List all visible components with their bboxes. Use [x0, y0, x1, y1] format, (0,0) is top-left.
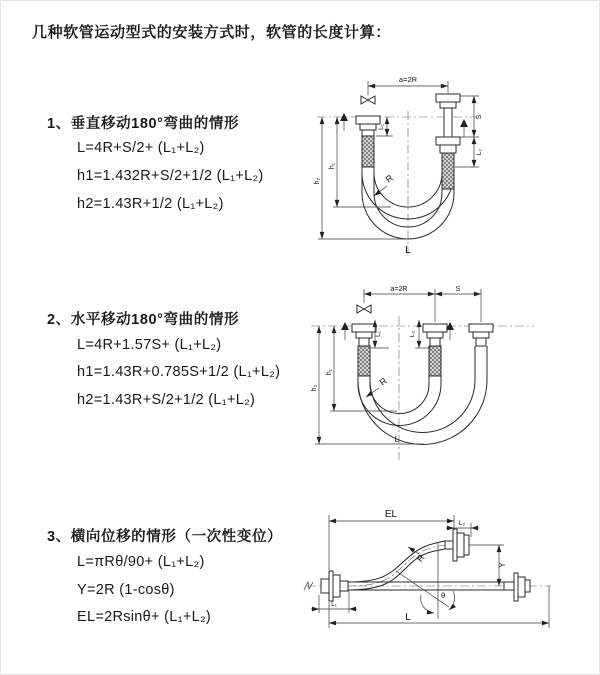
- section-3-formula-EL: EL=2Rsinθ+ (L₁+L₂): [77, 609, 212, 625]
- dim-label-r: R: [414, 552, 427, 564]
- page-title: 几种软管运动型式的安装方式时，软管的长度计算：: [32, 24, 391, 41]
- left-pipe-fitting: [352, 324, 376, 376]
- dim-label-l2: L₂: [476, 148, 483, 156]
- diagram-horizontal-180-bend: [309, 284, 599, 464]
- right-pipe-fitting: [436, 94, 460, 189]
- section-3-formula-L: L=πRθ/90+ (L₁+L₂): [77, 554, 205, 570]
- section-2-heading: 2、水平移动180°弯曲的情形: [47, 312, 240, 328]
- section-1-formula-h1: h1=1.432R+S/2+1/2 (L₁+L₂): [77, 168, 264, 184]
- section-2-formula-L: L=4R+1.57S+ (L₁+L₂): [77, 337, 222, 353]
- dim-label-h2: h₂: [314, 177, 321, 185]
- valve-icon: [361, 96, 375, 104]
- section-1-heading: 1、垂直移动180°弯曲的情形: [47, 116, 240, 132]
- dim-label-l2: L₂: [409, 330, 416, 338]
- dim-label-l1: L₁: [375, 331, 382, 337]
- valve-icon: [357, 305, 371, 313]
- dim-label-l1: L₁: [331, 601, 337, 608]
- upper-right-flange-fitting: [445, 529, 469, 561]
- section-1-formula-L: L=4R+S/2+ (L₁+L₂): [77, 140, 205, 156]
- lower-right-flange-fitting: [504, 573, 530, 601]
- dim-label-h1: h₁: [329, 162, 336, 170]
- section-2-formula-h2: h2=1.43R+S/2+1/2 (L₁+L₂): [77, 392, 256, 408]
- diagram-vertical-180-bend: [311, 69, 591, 259]
- dimensions: [311, 515, 549, 628]
- middle-pipe-fitting: [423, 324, 447, 376]
- left-flange-fitting: [321, 571, 348, 601]
- right-pipe-fitting: [469, 324, 493, 346]
- angle-construction: [396, 543, 455, 619]
- section-2-formula-h1: h1=1.43R+0.785S+1/2 (L₁+L₂): [77, 364, 281, 380]
- dim-label-h2: h₂: [311, 384, 318, 392]
- dim-label-a2r: a=2R: [390, 286, 408, 293]
- diagram-lateral-displacement: [299, 503, 599, 663]
- dim-label-l: L: [405, 612, 411, 623]
- angle-label-theta: θ: [441, 591, 446, 600]
- dim-label-h1: h₁: [326, 368, 333, 376]
- left-pipe-fitting: [356, 116, 380, 167]
- hose-u-bends: [358, 346, 487, 444]
- dim-label-s: S: [476, 114, 483, 120]
- dim-label-r: R: [383, 172, 395, 185]
- dim-label-l2: L₂: [458, 520, 466, 527]
- section-1-formula-h2: h2=1.43R+1/2 (L₁+L₂): [77, 196, 224, 212]
- dim-label-l1: L₁: [378, 124, 385, 130]
- dim-label-y: Y: [498, 562, 507, 568]
- dim-label-a2r: a=2R: [398, 75, 418, 84]
- dim-label-l: L: [394, 434, 400, 444]
- hose-paths: [348, 541, 504, 590]
- dim-label-el: EL: [384, 509, 398, 520]
- section-3-formula-Y: Y=2R (1-cosθ): [77, 582, 175, 598]
- centerlines: [311, 316, 534, 460]
- section-3-heading: 3、横向位移的情形（一次性变位）: [47, 529, 283, 545]
- dim-label-l: L: [405, 244, 411, 256]
- dim-label-s: S: [455, 286, 461, 293]
- dim-label-r: R: [377, 375, 389, 388]
